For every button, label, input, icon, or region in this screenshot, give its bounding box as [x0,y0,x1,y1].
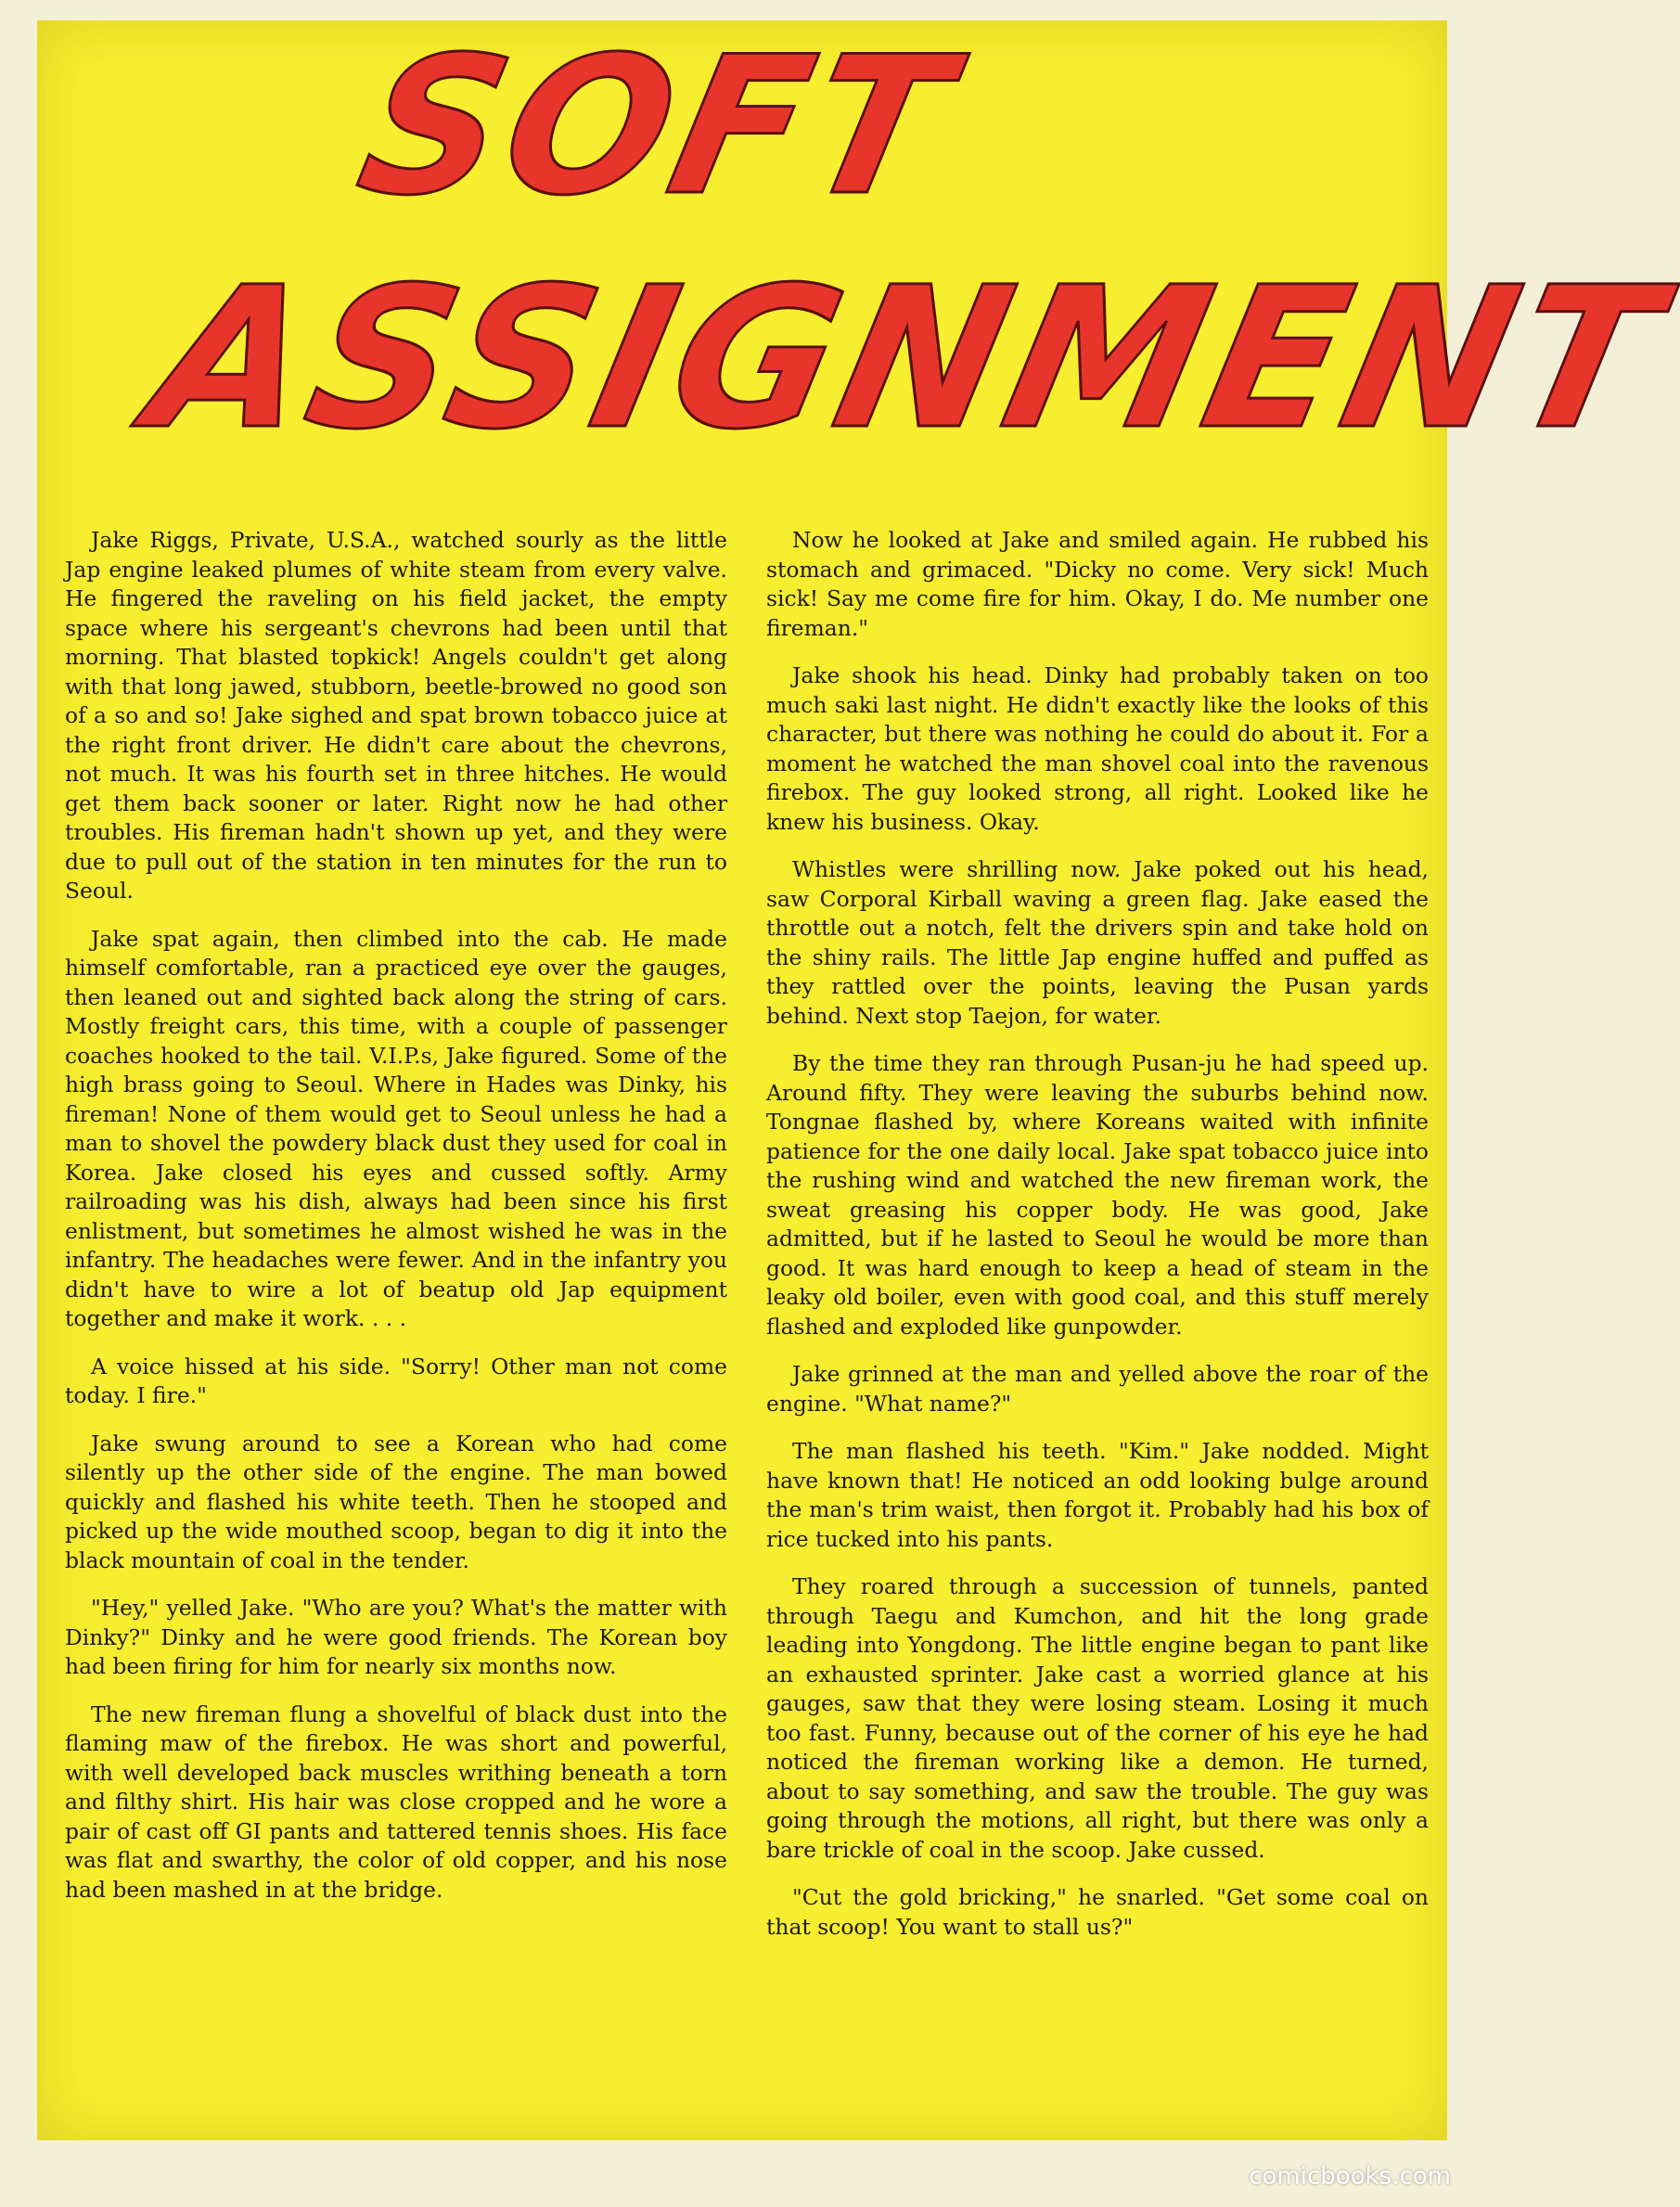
paragraph: Jake swung around to see a Korean who had come silently up the other side of the engine. The man bowed quickly and flashed his white teeth. Then he stooped and picked up the wide mouthed scoop, began to dig it into the black mountain of coal in the tender. [65,1430,727,1573]
paragraph: A voice hissed at his side. "Sorry! Other man not come today. I fire." [65,1353,727,1408]
paragraph: "Cut the gold bricking," he snarled. "Get some coal on that scoop! You want to stall us?" [766,1884,1429,1940]
paragraph: The man flashed his teeth. "Kim." Jake nodded. Might have known that! He noticed an odd looking bulge around the man's trim waist, then forgot it. Probably had his box of rice tucked into his pants. [766,1438,1429,1552]
paragraph: "Hey," yelled Jake. "Who are you? What's the matter with Dinky?" Dinky and he were good friends. The Korean boy had been firing for him for nearly six months now. [65,1595,727,1679]
paragraph: Jake Riggs, Private, U.S.A., watched sourly as the little Jap engine leaked plumes of white steam from every valve. He fingered the raveling on his field jacket, the empty space where his sergeant's chevrons had been until that morning. That blasted topkick! Angels couldn't get along with that long jawed, stubborn, beetle-browed no good son of a so and so! Jake sighed and spat brown tobacco juice at the right front driver. He didn't care about the chevrons, not much. It was his fourth set in three hitches. He would get them back sooner or later. Right now he had other troubles. His fireman hadn't shown up yet, and they were due to pull out of the station in ten minutes for the run to Seoul. [65,527,727,904]
story-panel [37,17,1680,2140]
watermark: comicbooks.com [1249,2162,1451,2190]
title-line-1: SOFT [342,17,971,237]
paragraph: By the time they ran through Pusan-ju he had speed up. Around fifty. They were leaving the suburbs behind now. Tongnae flashed by, where Koreans waited with infinite patience for the one daily local. Jake spat tobacco juice into the rushing wind and watched the new fireman work, the sweat greasing his copper body. He was good, Jake admitted, but if he lasted to Seoul he would be more than good. It was hard enough to keep a head of steam in the leaky old boiler, even with good coal, and this stuff merely flashed and exploded like gunpowder. [766,1050,1429,1340]
paragraph: Jake spat again, then climbed into the cab. He made himself comfortable, ran a practiced eye over the gauges, then leaned out and sighted back along the string of cars. Mostly freight cars, this time, with a couple of passenger coaches hooked to the tail. V.I.P.s, Jake figured. Some of the high brass going to Seoul. Where in Hades was Dinky, his fireman! None of them would get to Seoul unless he had a man to shovel the powdery black dust they used for coal in Korea. Jake closed his eyes and cussed softly. Army railroading was his dish, always had been since his first enlistment, but sometimes he almost wished he was in the infantry. The headaches were fewer. And in the infantry you didn't have to wire a lot of beatup old Jap equipment together and make it work. . . . [65,925,727,1331]
paragraph: The new fireman flung a shovelful of black dust into the flaming maw of the firebox. He was short and powerful, with well developed back muscles writhing beneath a torn and filthy shirt. His hair was close cropped and he wore a pair of cast off GI pants and tattered tennis shoes. His face was flat and swarthy, the color of old copper, and his nose had been mashed in at the bridge. [65,1700,727,1903]
paragraph: They roared through a succession of tunnels, panted through Taegu and Kumchon, and hit the long grade leading into Yongdong. The little engine began to pant like an exhausted sprinter. Jake cast a worried glance at his gauges, saw that they were losing steam. Losing it much too fast. Funny, because out of the corner of his eye he had noticed the fireman working like a demon. He turned, about to say something, and saw the trouble. The guy was going through the motions, all right, but there was only a bare trickle of coal in the scoop. Jake cussed. [766,1573,1429,1863]
paragraph: Whistles were shrilling now. Jake poked out his head, saw Corporal Kirball waving a green flag. Jake eased the throttle out a notch, felt the drivers spin and take hold on the shiny rails. The little Jap engine huffed and puffed as they rattled over the points, leaving the Pusan yards behind. Next stop Taejon, for water. [766,856,1429,1029]
paragraph: Now he looked at Jake and smiled again. He rubbed his stomach and grimaced. "Dicky no come. Very sick! Much sick! Say me come fire for him. Okay, I do. Me number one fireman." [766,527,1429,641]
paragraph: Jake shook his head. Dinky had probably taken on too much saki last night. He didn't exactly like the looks of this character, but there was nothing he could do about it. For a moment he watched the man shovel coal into the ravenous firebox. The guy looked strong, all right. Looked like he knew his business. Okay. [766,662,1429,835]
paragraph: Jake grinned at the man and yelled above the roar of the engine. "What name?" [766,1361,1429,1417]
text-columns [65,526,1429,2122]
story-title [37,17,1680,521]
title-line-2: ASSIGNMENT [134,245,1680,472]
left-column [65,526,727,2122]
right-column [766,526,1429,2122]
